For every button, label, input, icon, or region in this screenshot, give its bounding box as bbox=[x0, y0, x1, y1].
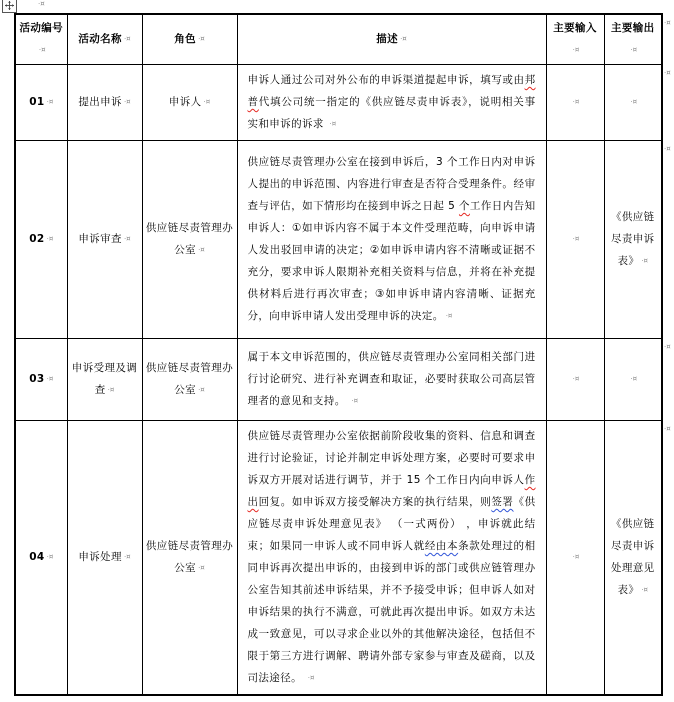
end-of-row-mark: ·¤ bbox=[664, 425, 671, 433]
end-of-cell-mark: ·¤ bbox=[630, 46, 638, 54]
cell-04-role bbox=[142, 421, 237, 696]
cell-text: 04 bbox=[29, 551, 45, 563]
end-of-cell-mark: ·¤ bbox=[572, 46, 580, 54]
cell-text: 供应链尽责管理办公室 bbox=[145, 222, 234, 256]
description-text: 工作日内告知申诉人：①如申诉内容不属于本文件受理范畴，向申诉申请人发出驳回申请的决定；②如申诉申请内容不清晰或证据不充分，要求申诉人限期补充相关资料与信息，并将在补充提供材料后进行再次审查；③如申诉申请内容清晰、证据充分，向申诉申请人发出受理申诉的决定。 bbox=[247, 200, 536, 322]
column-header-output bbox=[604, 14, 662, 65]
end-of-cell-mark: ·¤ bbox=[198, 386, 205, 394]
column-header-id bbox=[15, 14, 67, 65]
end-of-cell-mark: ·¤ bbox=[572, 235, 580, 243]
cell-01-input bbox=[546, 65, 604, 141]
cell-04-output bbox=[604, 421, 662, 696]
column-header-label: 主要输入 bbox=[553, 22, 597, 34]
column-header-label: 描述 bbox=[376, 33, 399, 45]
cell-text: 供应链尽责管理办公室 bbox=[145, 362, 234, 396]
column-header-label: 主要输出 bbox=[610, 22, 655, 34]
cell-02-role bbox=[142, 141, 237, 339]
cell-04-name bbox=[67, 421, 142, 696]
end-of-cell-mark: ·¤ bbox=[123, 235, 131, 243]
cell-text: 02 bbox=[29, 233, 45, 245]
end-of-cell-mark: ·¤ bbox=[123, 35, 131, 43]
cell-04-desc bbox=[237, 421, 546, 696]
spellcheck-underlined-text: 作出 bbox=[247, 474, 536, 508]
cell-text: 01 bbox=[29, 96, 45, 108]
end-of-cell-mark: ·¤ bbox=[572, 553, 580, 561]
column-header-name bbox=[67, 14, 142, 65]
cell-01-role bbox=[142, 65, 237, 141]
end-of-cell-mark: ·¤ bbox=[572, 375, 580, 383]
table-row bbox=[15, 339, 662, 421]
cell-02-input bbox=[546, 141, 604, 339]
end-of-cell-mark: ·¤ bbox=[198, 35, 205, 43]
end-of-cell-mark: ·¤ bbox=[198, 564, 205, 572]
cell-01-output bbox=[604, 65, 662, 141]
cell-04-input bbox=[546, 421, 604, 696]
end-of-row-mark: ·¤ bbox=[664, 69, 671, 77]
cell-02-id bbox=[15, 141, 67, 339]
end-of-cell-mark: ·¤ bbox=[123, 553, 131, 561]
end-of-cell-mark: ·¤ bbox=[329, 120, 337, 128]
cell-03-output bbox=[604, 339, 662, 421]
cell-text: 申诉处理 bbox=[78, 551, 122, 563]
cell-03-name bbox=[67, 339, 142, 421]
cell-text: 申诉人 bbox=[168, 96, 202, 108]
end-of-row-mark: ·¤ bbox=[664, 343, 671, 351]
end-of-cell-mark: ·¤ bbox=[630, 98, 638, 106]
cell-04-id bbox=[15, 421, 67, 696]
column-header-role bbox=[142, 14, 237, 65]
table-move-handle-icon[interactable] bbox=[2, 0, 17, 13]
cell-02-desc bbox=[237, 141, 546, 339]
column-header-label: 角色 bbox=[174, 33, 197, 45]
end-of-cell-mark: ·¤ bbox=[198, 246, 205, 254]
cell-03-id bbox=[15, 339, 67, 421]
end-of-cell-mark: ·¤ bbox=[38, 46, 46, 54]
spellcheck-underlined-text: 个 bbox=[458, 200, 470, 212]
cell-text: 供应链尽责管理办公室 bbox=[145, 540, 234, 574]
table-row bbox=[15, 421, 662, 696]
end-of-cell-mark: ·¤ bbox=[445, 312, 453, 320]
description-text: 供应链尽责管理办公室在接到申诉后，3 个工作日内对申诉人提出的申诉范围、内容进行审查是否符合受理条件。经审查与评估，如下情形均在接到申诉之日起 5 bbox=[247, 156, 536, 212]
process-table bbox=[14, 13, 663, 696]
cell-text: 申诉审查 bbox=[78, 233, 122, 245]
cell-03-input bbox=[546, 339, 604, 421]
end-of-cell-mark: ·¤ bbox=[203, 98, 211, 106]
description-text: 属于本文申诉范围的，供应链尽责管理办公室同相关部门进行讨论研究、进行补充调查和取证，必要时获取公司高层管理者的意见和支持。 bbox=[247, 351, 536, 407]
end-of-cell-mark: ·¤ bbox=[400, 35, 407, 43]
column-header-label: 活动编号 bbox=[19, 22, 64, 34]
end-of-cell-mark: ·¤ bbox=[351, 397, 359, 405]
table-row bbox=[15, 65, 662, 141]
end-of-cell-mark: ·¤ bbox=[46, 235, 54, 243]
cell-02-name bbox=[67, 141, 142, 339]
spellcheck-underlined-text: 邦普 bbox=[247, 74, 536, 108]
header-row bbox=[15, 14, 662, 65]
description-text: 《供应链尽责申诉处理意见表》 （一式两份） ，申诉就此结束；如果同一申诉人或不同申诉人就 bbox=[247, 496, 536, 552]
description-text: 供应链尽责管理办公室依据前阶段收集的资料、信息和调查进行讨论验证，讨论并制定申诉处理方案，必要时可要求申诉双方开展对话进行调节，并于 15 个工作日内向申诉人 bbox=[247, 430, 536, 486]
description-text: 代填公司统一指定的《供应链尽责申诉表》，说明相关事实和申诉的诉求 bbox=[247, 96, 536, 130]
description-text: 回复。如申诉双方接受解决方案的执行结果，则 bbox=[258, 496, 492, 508]
end-of-cell-mark: ·¤ bbox=[641, 586, 648, 594]
column-header-input bbox=[546, 14, 604, 65]
cell-03-desc bbox=[237, 339, 546, 421]
end-of-cell-mark: ·¤ bbox=[46, 553, 54, 561]
cell-03-role bbox=[142, 339, 237, 421]
cell-text: 提出申诉 bbox=[78, 96, 122, 108]
cell-text: 《供应链尽责申诉表》 bbox=[610, 211, 655, 267]
end-of-cell-mark: ·¤ bbox=[46, 98, 54, 106]
end-of-row-mark: ·¤ bbox=[664, 145, 671, 153]
end-of-cell-mark: ·¤ bbox=[641, 257, 648, 265]
table-row bbox=[15, 141, 662, 339]
cell-02-output bbox=[604, 141, 662, 339]
end-of-cell-mark: ·¤ bbox=[572, 98, 580, 106]
end-of-cell-mark: ·¤ bbox=[107, 386, 115, 394]
cell-01-id bbox=[15, 65, 67, 141]
cell-text: 03 bbox=[29, 373, 45, 385]
cell-01-name bbox=[67, 65, 142, 141]
paragraph-mark: ·¤ bbox=[38, 0, 45, 8]
grammar-underlined-text: 签署 bbox=[491, 496, 514, 508]
description-text: 条款处理过的相同申诉再次提出申诉的，由接到申诉的部门或供应链管理办公室告知其前述申诉结果，并不予接受申诉；但申诉人如对申诉结果的执行不满意，可就此再次提出申诉。如双方未达成一致意见，可以寻求企业以外的其他解决途径，包括但不限于第三方进行调解、聘请外部专家参与审查及磋商，以及司法途径。 bbox=[247, 540, 536, 684]
grammar-underlined-text: 经由本 bbox=[424, 540, 459, 552]
end-of-cell-mark: ·¤ bbox=[46, 375, 54, 383]
cell-text: 申诉受理及调查 bbox=[71, 362, 138, 396]
cell-01-desc bbox=[237, 65, 546, 141]
cell-text: 《供应链尽责申诉处理意见表》 bbox=[610, 518, 655, 596]
column-header-desc bbox=[237, 14, 546, 65]
end-of-cell-mark: ·¤ bbox=[123, 98, 131, 106]
description-text: 申诉人通过公司对外公布的申诉渠道提起申诉，填写或由 bbox=[247, 74, 525, 86]
end-of-cell-mark: ·¤ bbox=[307, 674, 315, 682]
end-of-row-mark: ·¤ bbox=[664, 19, 671, 27]
end-of-cell-mark: ·¤ bbox=[630, 375, 638, 383]
column-header-label: 活动名称 bbox=[78, 33, 122, 45]
